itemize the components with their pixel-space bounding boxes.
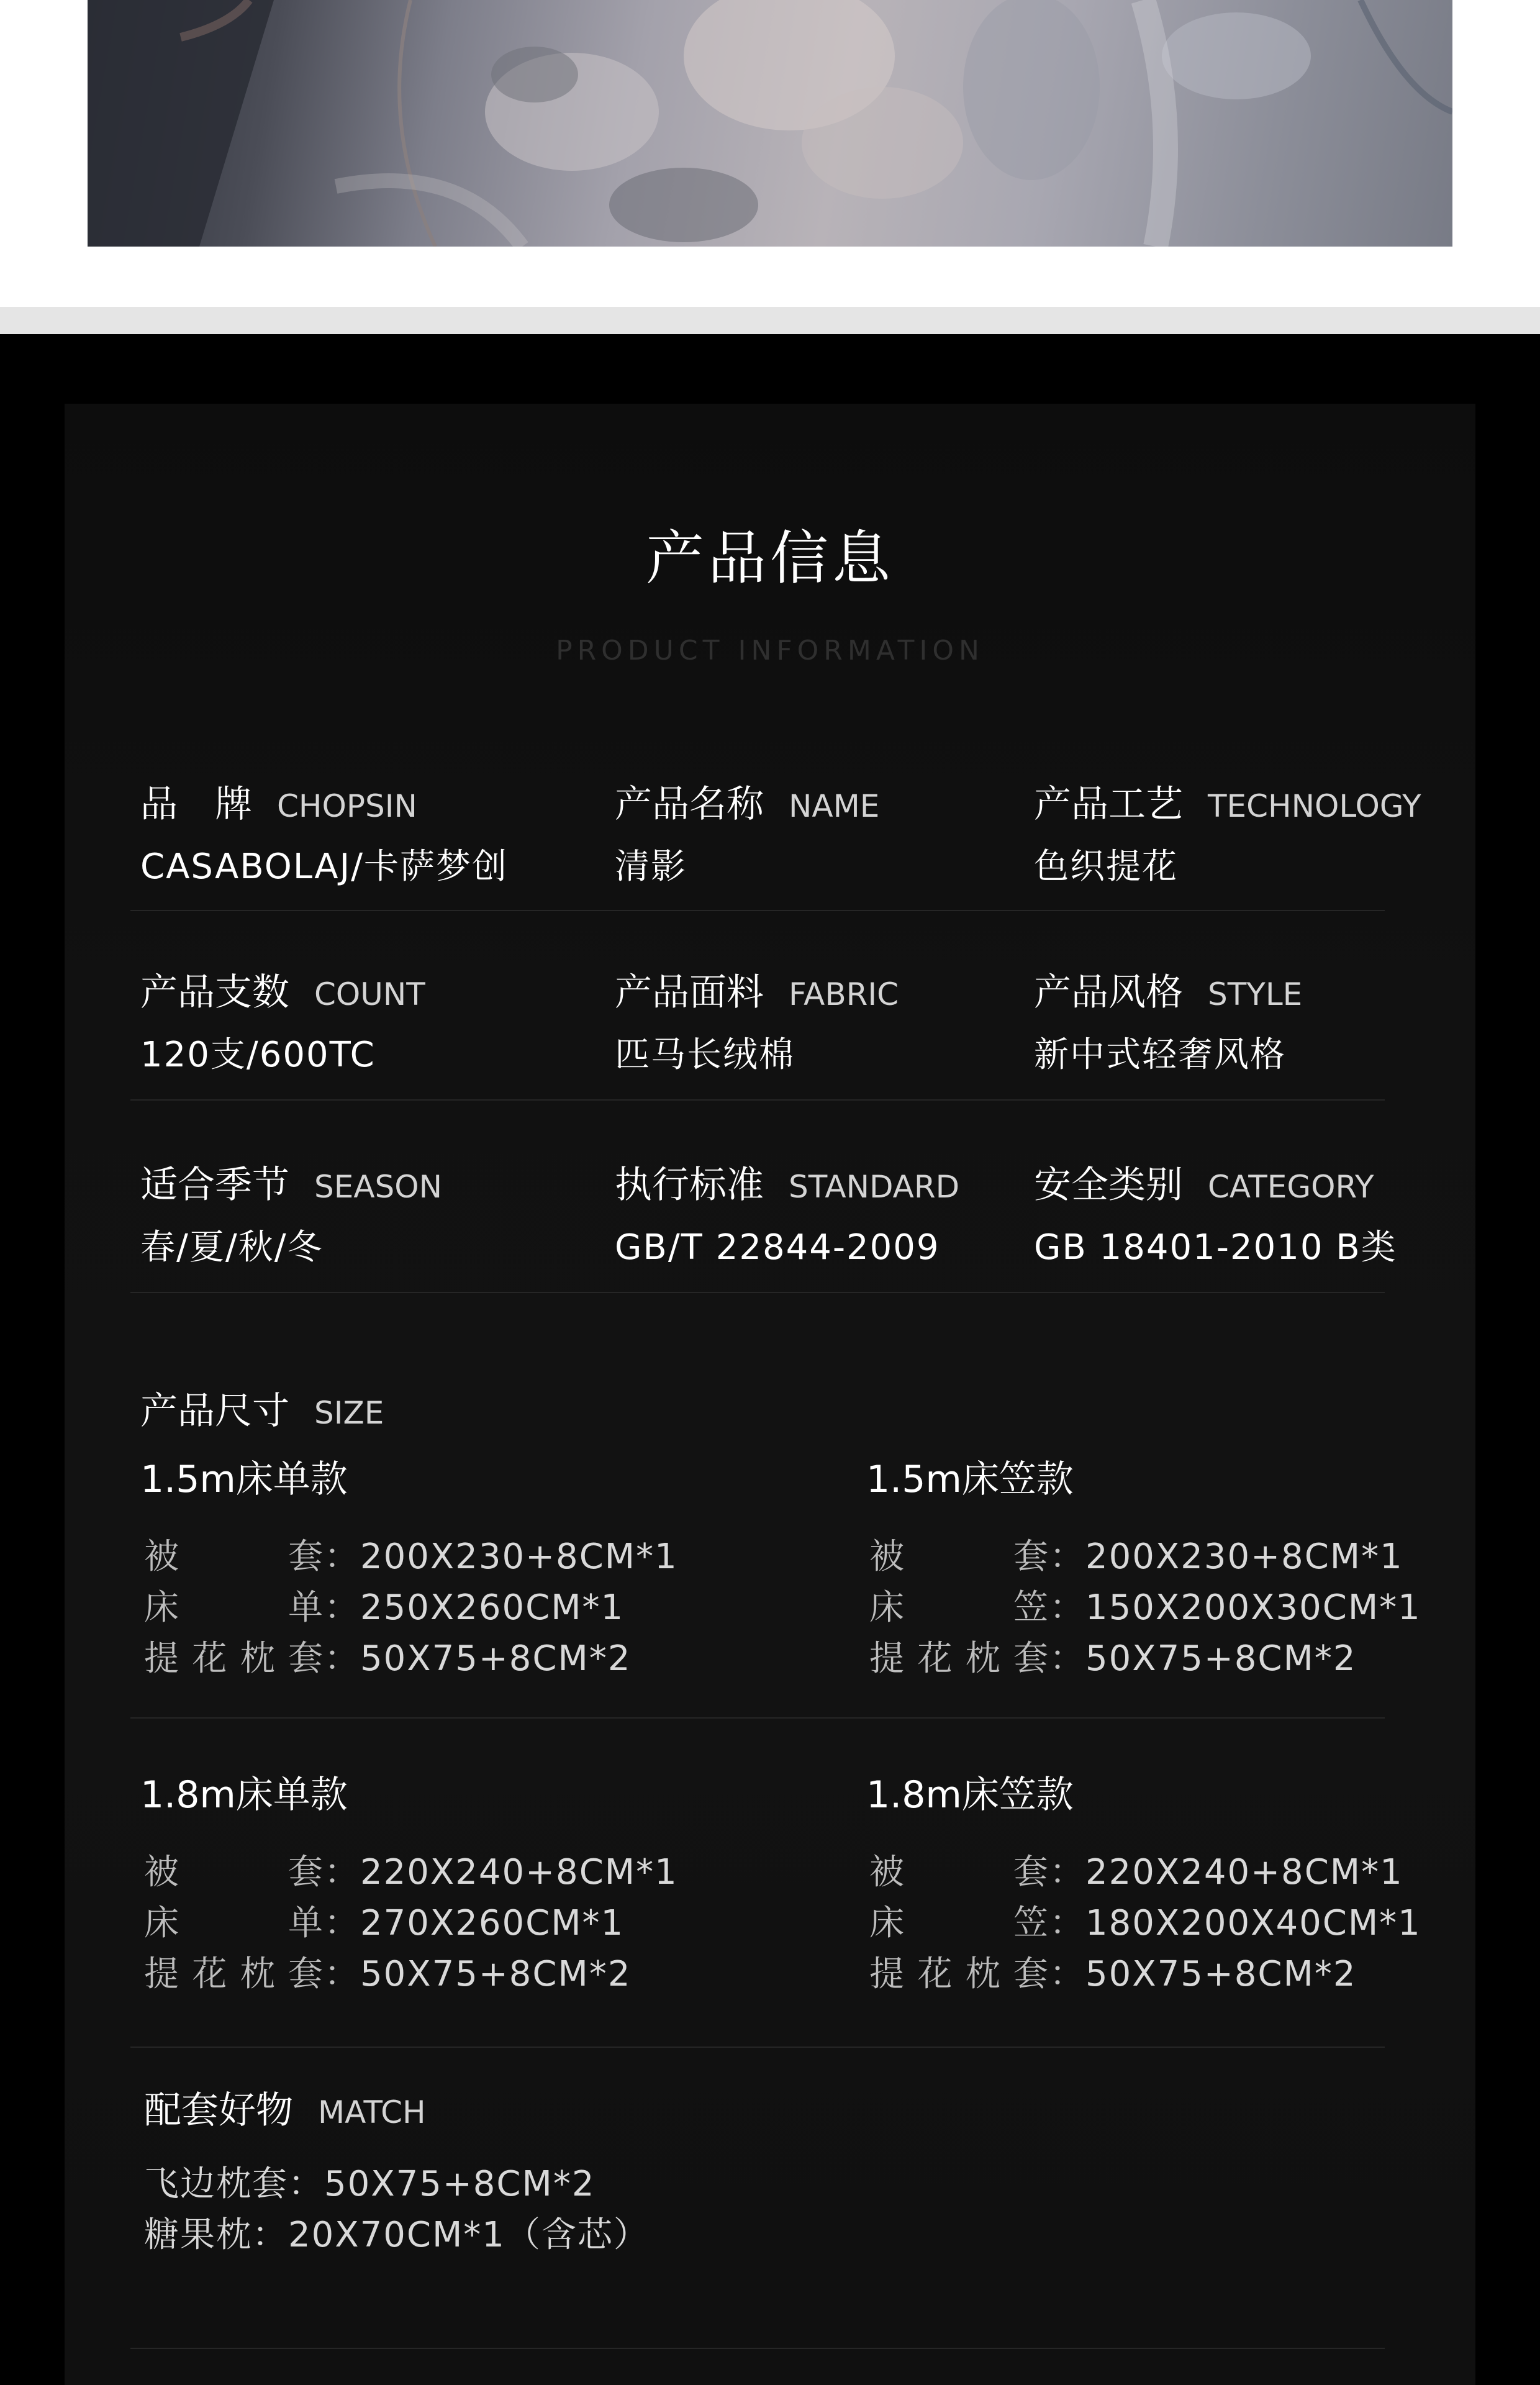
info-label: 安全类别 <box>1034 1163 1183 1207</box>
info-label: 产品支数 <box>140 971 289 1014</box>
info-label-en: STYLE <box>1208 976 1303 1012</box>
info-category <box>1034 1160 1397 1273</box>
spec-value: 200X230+8CM*1 <box>1085 1537 1403 1577</box>
page-subtitle: PRODUCT INFORMATION <box>556 635 984 666</box>
spec-line: 被套：220X240+8CM*1 <box>144 1847 678 1898</box>
info-label: 产品风格 <box>1034 971 1183 1014</box>
spec-value: 50X75+8CM*2 <box>360 1954 632 1994</box>
spec-key: 床单 <box>144 1903 324 1943</box>
spec-value: 150X200X30CM*1 <box>1085 1588 1421 1628</box>
info-value: 清影 <box>615 847 687 887</box>
info-label-en: COUNT <box>314 976 425 1012</box>
variant-title: 1.5m床单款 <box>140 1458 348 1501</box>
info-name <box>615 779 879 892</box>
spec-key: 床笠 <box>869 1903 1049 1943</box>
info-label-en: TECHNOLOGY <box>1208 788 1421 824</box>
info-label: 产品工艺 <box>1034 783 1183 826</box>
match-label: 配套好物 <box>144 2089 293 2132</box>
spec-value: 250X260CM*1 <box>360 1588 625 1628</box>
info-value: 匹马长绒棉 <box>615 1035 795 1075</box>
spec-key: 提花枕套 <box>869 1954 1049 1994</box>
info-value: CASABOLAJ/卡萨梦创 <box>140 847 508 887</box>
divider <box>130 2047 1385 2048</box>
info-label-en: SEASON <box>314 1169 443 1205</box>
divider <box>130 1099 1385 1101</box>
floral-pattern <box>88 0 1452 247</box>
spec-key: 提花枕套 <box>869 1638 1049 1679</box>
info-value: 120支/600TC <box>140 1035 376 1075</box>
spec-key: 床单 <box>144 1588 324 1628</box>
spec-line: 床单：250X260CM*1 <box>144 1583 624 1633</box>
divider <box>130 2348 1385 2349</box>
spec-key: 提花枕套 <box>144 1954 324 1994</box>
variant-title: 1.8m床笠款 <box>866 1773 1074 1817</box>
info-style <box>1034 968 1302 1080</box>
spec-value: 180X200X40CM*1 <box>1085 1903 1421 1943</box>
info-value: 色织提花 <box>1034 847 1178 887</box>
size-heading <box>140 1386 384 1438</box>
info-label-en: NAME <box>789 788 880 824</box>
info-label: 产品面料 <box>615 971 764 1014</box>
divider <box>130 1717 1385 1719</box>
top-white-band <box>0 0 1540 307</box>
info-standard <box>615 1160 959 1273</box>
spec-value: 50X75+8CM*2 <box>1085 1954 1357 1994</box>
info-label-en: CHOPSIN <box>277 788 417 824</box>
size-label: 产品尺寸 <box>140 1389 289 1433</box>
spec-line: 被套：200X230+8CM*1 <box>869 1532 1403 1583</box>
spec-key: 被套 <box>869 1537 1049 1577</box>
spec-line: 被套：220X240+8CM*1 <box>869 1847 1403 1898</box>
spec-line: 床笠：180X200X40CM*1 <box>869 1898 1421 1949</box>
info-label: 品 牌 <box>140 783 252 826</box>
spec-line: 床单：270X260CM*1 <box>144 1898 624 1949</box>
spec-value: 220X240+8CM*1 <box>360 1852 678 1892</box>
spec-line: 被套：200X230+8CM*1 <box>144 1532 678 1583</box>
match-line: 飞边枕套：50X75+8CM*2 <box>144 2164 596 2204</box>
spec-value: 50X75+8CM*2 <box>360 1638 632 1679</box>
spec-value: 50X75+8CM*2 <box>1085 1638 1357 1679</box>
info-value: 春/夏/秋/冬 <box>140 1227 324 1268</box>
match-line: 糖果枕：20X70CM*1（含芯） <box>144 2215 650 2255</box>
info-season <box>140 1160 442 1273</box>
divider <box>130 1292 1385 1293</box>
info-value: GB/T 22844-2009 <box>615 1227 940 1268</box>
spec-value: 220X240+8CM*1 <box>1085 1852 1403 1892</box>
info-value: GB 18401-2010 B类 <box>1034 1227 1397 1268</box>
info-label: 适合季节 <box>140 1163 289 1207</box>
info-brand <box>140 779 508 892</box>
size-label-en: SIZE <box>314 1395 384 1431</box>
spec-key: 被套 <box>144 1852 324 1892</box>
info-label-en: CATEGORY <box>1208 1169 1374 1205</box>
divider <box>130 910 1385 911</box>
info-label: 执行标准 <box>615 1163 764 1207</box>
spec-key: 被套 <box>869 1852 1049 1892</box>
spec-line: 提花枕套：50X75+8CM*2 <box>869 1633 1356 1684</box>
match-heading <box>144 2086 426 2137</box>
info-label: 产品名称 <box>615 783 764 826</box>
spec-line: 床笠：150X200X30CM*1 <box>869 1583 1421 1633</box>
info-value: 新中式轻奢风格 <box>1034 1035 1286 1075</box>
variant-title: 1.8m床单款 <box>140 1773 348 1817</box>
info-label-en: FABRIC <box>789 976 899 1012</box>
info-technology <box>1034 779 1421 892</box>
spec-key: 被套 <box>144 1537 324 1577</box>
spec-key: 提花枕套 <box>144 1638 324 1679</box>
spec-line: 提花枕套：50X75+8CM*2 <box>144 1949 631 2000</box>
spec-value: 200X230+8CM*1 <box>360 1537 678 1577</box>
section-separator <box>0 307 1540 334</box>
spec-line: 提花枕套：50X75+8CM*2 <box>869 1949 1356 2000</box>
spec-line: 提花枕套：50X75+8CM*2 <box>144 1633 631 1684</box>
bedding-photo <box>88 0 1452 247</box>
info-fabric <box>615 968 899 1080</box>
spec-value: 270X260CM*1 <box>360 1903 625 1943</box>
info-label-en: STANDARD <box>789 1169 960 1205</box>
spec-key: 床笠 <box>869 1588 1049 1628</box>
page-title: 产品信息 <box>645 525 894 593</box>
variant-title: 1.5m床笠款 <box>866 1458 1074 1501</box>
info-count <box>140 968 425 1080</box>
match-label-en: MATCH <box>318 2094 426 2130</box>
